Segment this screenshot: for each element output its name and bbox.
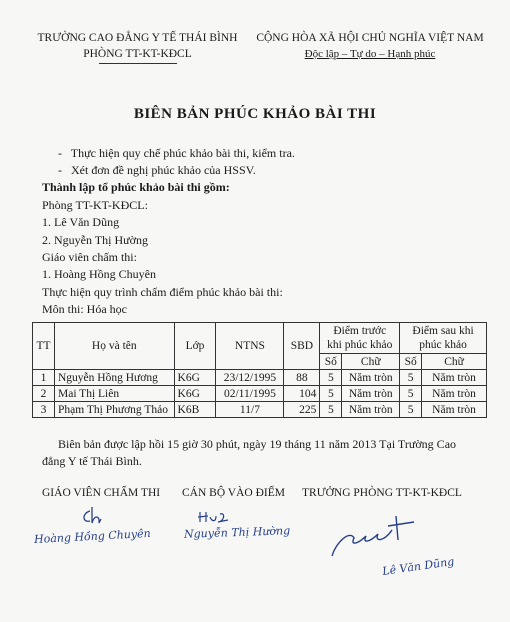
bullet-text: Thực hiện quy chế phúc khảo bài thi, kiểm tra. bbox=[70, 146, 295, 160]
cell-tt: 1 bbox=[33, 370, 55, 386]
header-name: Họ và tên bbox=[54, 323, 174, 370]
cell-after-chu: Năm tròn bbox=[422, 386, 487, 402]
head-signature-name: Lê Văn Dũng bbox=[381, 555, 455, 578]
school-name: TRƯỜNG CAO ĐẲNG Y TẾ THÁI BÌNH bbox=[37, 32, 238, 44]
closing-line: Biên bản được lập hồi 15 giờ 30 phút, ngày 19 tháng 11 năm 2013 Tại Trường Cao bbox=[58, 437, 457, 451]
header-score-after bbox=[400, 323, 487, 354]
header-before-line: khi phúc khảo bbox=[327, 339, 393, 351]
cell-dob: 23/12/1995 bbox=[216, 370, 284, 386]
cell-tt: 2 bbox=[33, 386, 55, 402]
cell-sbd: 104 bbox=[284, 386, 320, 402]
table-row bbox=[33, 402, 487, 418]
header-tt: TT bbox=[33, 323, 55, 370]
subheader-so: Số bbox=[400, 354, 422, 370]
cell-dob: 11/7 bbox=[216, 402, 284, 418]
table-row bbox=[33, 386, 487, 402]
table-row bbox=[33, 370, 487, 386]
cell-dob: 02/11/1995 bbox=[216, 386, 284, 402]
entry-signature-scribble bbox=[196, 508, 246, 524]
cell-class: K6B bbox=[174, 402, 216, 418]
department-name: PHÒNG TT-KT-KĐCL bbox=[83, 48, 192, 60]
entry-signature-title: CÁN BỘ VÀO ĐIỂM bbox=[182, 487, 285, 499]
cell-before-so: 5 bbox=[320, 402, 342, 418]
header-rule-left bbox=[99, 63, 177, 64]
cell-before-chu: Năm tròn bbox=[342, 386, 400, 402]
committee-heading: Thành lập tổ phúc khảo bài thi gồm: bbox=[42, 180, 230, 194]
cell-sbd: 88 bbox=[284, 370, 320, 386]
bullet-mark: - bbox=[58, 146, 62, 160]
cell-name: Mai Thị Liên bbox=[54, 386, 174, 402]
subheader-so: Số bbox=[320, 354, 342, 370]
header-before-line: Điểm trước bbox=[333, 325, 387, 337]
cell-after-so: 5 bbox=[400, 386, 422, 402]
cell-sbd: 225 bbox=[284, 402, 320, 418]
results-table bbox=[32, 322, 487, 418]
bullet-mark: - bbox=[58, 163, 62, 177]
header-class: Lớp bbox=[174, 323, 216, 370]
cell-after-so: 5 bbox=[400, 370, 422, 386]
bullet-item bbox=[58, 163, 256, 178]
teacher-member: 1. Hoàng Hồng Chuyên bbox=[42, 267, 156, 281]
document-title: BIÊN BẢN PHÚC KHẢO BÀI THI bbox=[133, 106, 377, 122]
department-label: Phòng TT-KT-KĐCL: bbox=[42, 198, 148, 212]
teacher-signature-title: GIÁO VIÊN CHẤM THI bbox=[42, 487, 161, 499]
head-signature-scribble bbox=[326, 512, 436, 562]
cell-after-chu: Năm tròn bbox=[422, 402, 487, 418]
department-member: 2. Nguyễn Thị Hường bbox=[42, 233, 148, 247]
header-dob: NTNS bbox=[216, 323, 284, 370]
school-header bbox=[30, 30, 245, 64]
cell-tt: 3 bbox=[33, 402, 55, 418]
national-title: CỘNG HÒA XÃ HỘI CHỦ NGHĨA VIỆT NAM bbox=[256, 32, 484, 44]
national-header bbox=[250, 30, 490, 62]
cell-class: K6G bbox=[174, 370, 216, 386]
header-after-line: phúc khảo bbox=[419, 339, 467, 351]
cell-after-so: 5 bbox=[400, 402, 422, 418]
closing-line: đẳng Y tế Thái Bình. bbox=[42, 454, 142, 468]
subheader-chu: Chữ bbox=[342, 354, 400, 370]
table-header-row bbox=[33, 323, 487, 354]
cell-before-chu: Năm tròn bbox=[342, 402, 400, 418]
cell-before-so: 5 bbox=[320, 386, 342, 402]
header-sbd: SBD bbox=[284, 323, 320, 370]
subheader-chu: Chữ bbox=[422, 354, 487, 370]
cell-after-chu: Năm tròn bbox=[422, 370, 487, 386]
bullet-text: Xét đơn đề nghị phúc khảo của HSSV. bbox=[71, 163, 256, 177]
head-signature-title: TRƯỞNG PHÒNG TT-KT-KĐCL bbox=[302, 487, 462, 499]
cell-before-chu: Năm tròn bbox=[342, 370, 400, 386]
teacher-label: Giáo viên chấm thi: bbox=[42, 250, 137, 264]
teacher-signature-scribble bbox=[78, 505, 128, 529]
entry-signature-name: Nguyễn Thị Hường bbox=[183, 524, 291, 541]
procedure-text: Thực hiện quy trình chấm điểm phúc khảo bài thi: bbox=[42, 285, 283, 299]
cell-before-so: 5 bbox=[320, 370, 342, 386]
cell-name: Nguyễn Hồng Hương bbox=[54, 370, 174, 386]
cell-name: Phạm Thị Phương Thảo bbox=[54, 402, 174, 418]
bullet-item bbox=[58, 146, 295, 161]
cell-class: K6G bbox=[174, 386, 216, 402]
subject-text: Môn thi: Hóa học bbox=[42, 302, 127, 316]
teacher-signature-name: Hoàng Hồng Chuyên bbox=[33, 526, 152, 547]
department-member: 1. Lê Văn Dũng bbox=[42, 215, 120, 229]
header-after-line: Điểm sau khi bbox=[412, 325, 474, 337]
header-score-before bbox=[320, 323, 400, 354]
national-motto: Độc lập – Tự do – Hạnh phúc bbox=[304, 48, 436, 60]
